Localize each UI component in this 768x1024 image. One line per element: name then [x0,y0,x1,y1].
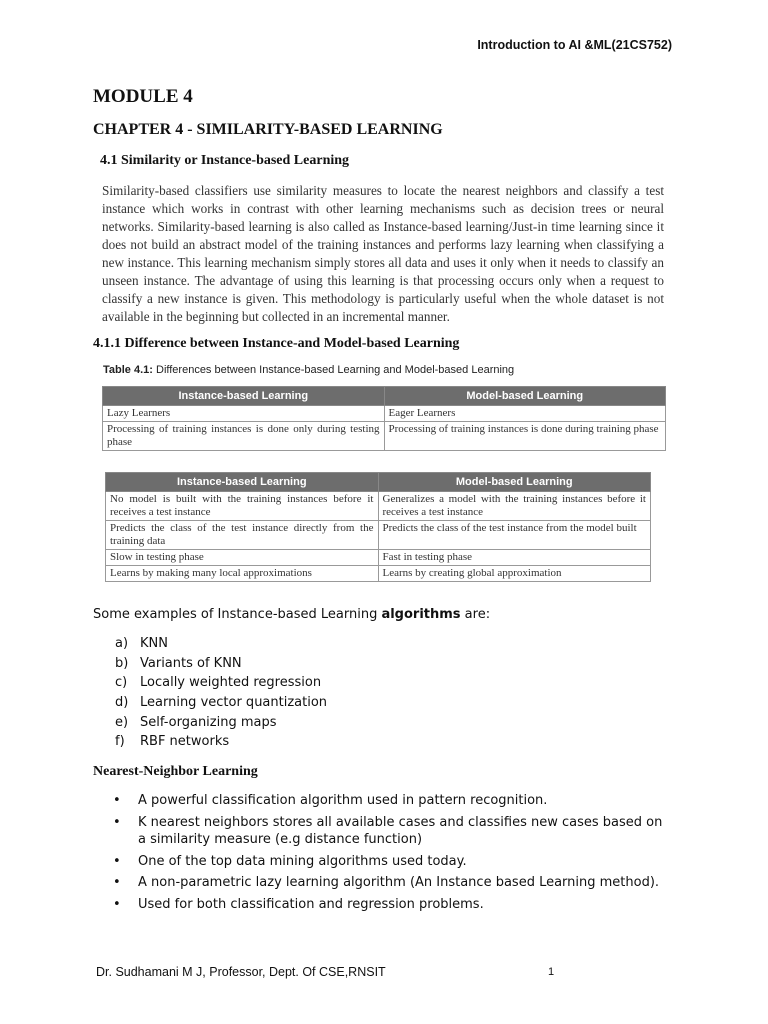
list-item-text: A powerful classification algorithm used in pattern recognition. [138,793,548,808]
table-caption-text: Differences between Instance-based Learning and Model-based Learning [156,364,515,376]
list-item-text: One of the top data mining algorithms used today. [138,853,467,869]
section-heading-4-1: 4.1 Similarity or Instance-based Learning [100,153,350,168]
table-cell: Lazy Learners [103,406,385,422]
list-item [113,792,673,810]
table-row [106,550,651,566]
table-cell: No model is built with the training instances before it receives a test instance [106,492,379,521]
table-row [103,406,666,422]
list-item [113,896,673,914]
table-cell: Slow in testing phase [106,550,379,566]
examples-intro-pre: Some examples of Instance-based Learning [93,607,382,622]
list-item-text: Self-organizing maps [140,714,277,730]
table-row [106,521,651,550]
list-item-text: A non-parametric lazy learning algorithm (An Instance based Learning method). [138,875,660,890]
table-cell: Processing of training instances is done during training phase [384,422,666,451]
nearest-neighbor-bullets [113,792,673,917]
comparison-table-1 [102,386,666,451]
list-item [115,695,327,715]
table-caption-label: Table 4.1: [103,364,153,376]
examples-intro-bold: algorithms [381,607,461,622]
module-title: MODULE 4 [93,86,193,107]
list-item-text: Learning vector quantization [140,695,328,711]
bullet-icon: • [113,814,121,830]
table-cell: Predicts the class of the test instance from the model built [378,521,651,550]
table-row [103,422,666,451]
table-header: Instance-based Learning [103,387,385,406]
list-item [115,675,327,695]
page-header: Introduction to AI &ML(21CS752) [477,38,672,52]
section-heading-4-1-1: 4.1.1 Difference between Instance-and Model-based Learning [93,336,460,351]
table-header: Instance-based Learning [106,473,379,492]
list-item-text: Variants of KNN [140,655,242,671]
page-number: 1 [548,966,555,978]
list-item-text: KNN [140,636,168,651]
table-row [106,566,651,582]
list-marker: e) [115,714,129,730]
bullet-icon: • [113,896,121,912]
list-item-text: RBF networks [140,734,230,750]
table-cell: Predicts the class of the test instance directly from the training data [106,521,379,550]
intro-paragraph: Similarity-based classifiers use similarity measures to locate the nearest neighbors and classify a test instance which works in contrast with other learning mechanisms such as decision trees or neural networks. Similarity-based learning is also called as Instance-based learning/Just-in time learning since it does not build an abstract model of the training instances and performs lazy learning when classifying a new instance. This learning mechanism simply stores all data and uses it only when it needs to classify an unseen instance. The advantage of using this learning is that processing occurs only when a request to classify a new instance is given. This methodology is particularly useful when the whole dataset is not available in the beginning but collected in an incremental manner. [102,183,664,324]
comparison-table-2 [105,472,651,582]
table-cell: Fast in testing phase [378,550,651,566]
table-header: Model-based Learning [384,387,666,406]
list-marker: c) [115,675,128,691]
bullet-icon: • [113,793,121,808]
list-item [113,853,673,871]
list-marker: d) [115,695,129,711]
list-item [115,734,327,754]
list-marker: b) [115,655,129,671]
examples-intro-post: are: [460,607,491,622]
table-caption [103,364,514,376]
bullet-icon: • [113,875,121,890]
list-item [113,874,673,892]
chapter-title: CHAPTER 4 - SIMILARITY-BASED LEARNING [93,121,443,138]
table-cell: Eager Learners [384,406,666,422]
list-item-text: Used for both classification and regression problems. [138,896,484,912]
list-item-text: Locally weighted regression [140,675,322,691]
bullet-icon: • [113,853,121,869]
table-row [106,492,651,521]
table-cell: Learns by creating global approximation [378,566,651,582]
list-item [115,715,327,735]
list-marker: a) [115,636,129,651]
list-item-text: K nearest neighbors stores all available cases and classifies new cases based on a similarity measure (e.g distance function) [138,814,663,847]
table-cell: Processing of training instances is done only during testing phase [103,422,385,451]
list-item [115,636,327,656]
algorithm-list [115,636,327,754]
list-item [113,814,673,849]
table-cell: Generalizes a model with the training instances before it receives a test instance [378,492,651,521]
nearest-neighbor-heading: Nearest-Neighbor Learning [93,764,258,779]
table-cell: Learns by making many local approximations [106,566,379,582]
page-footer: Dr. Sudhamani M J, Professor, Dept. Of CSE,RNSIT [96,965,386,979]
examples-intro [93,607,490,622]
list-marker: f) [115,734,125,750]
table-header: Model-based Learning [378,473,651,492]
list-item [115,656,327,676]
